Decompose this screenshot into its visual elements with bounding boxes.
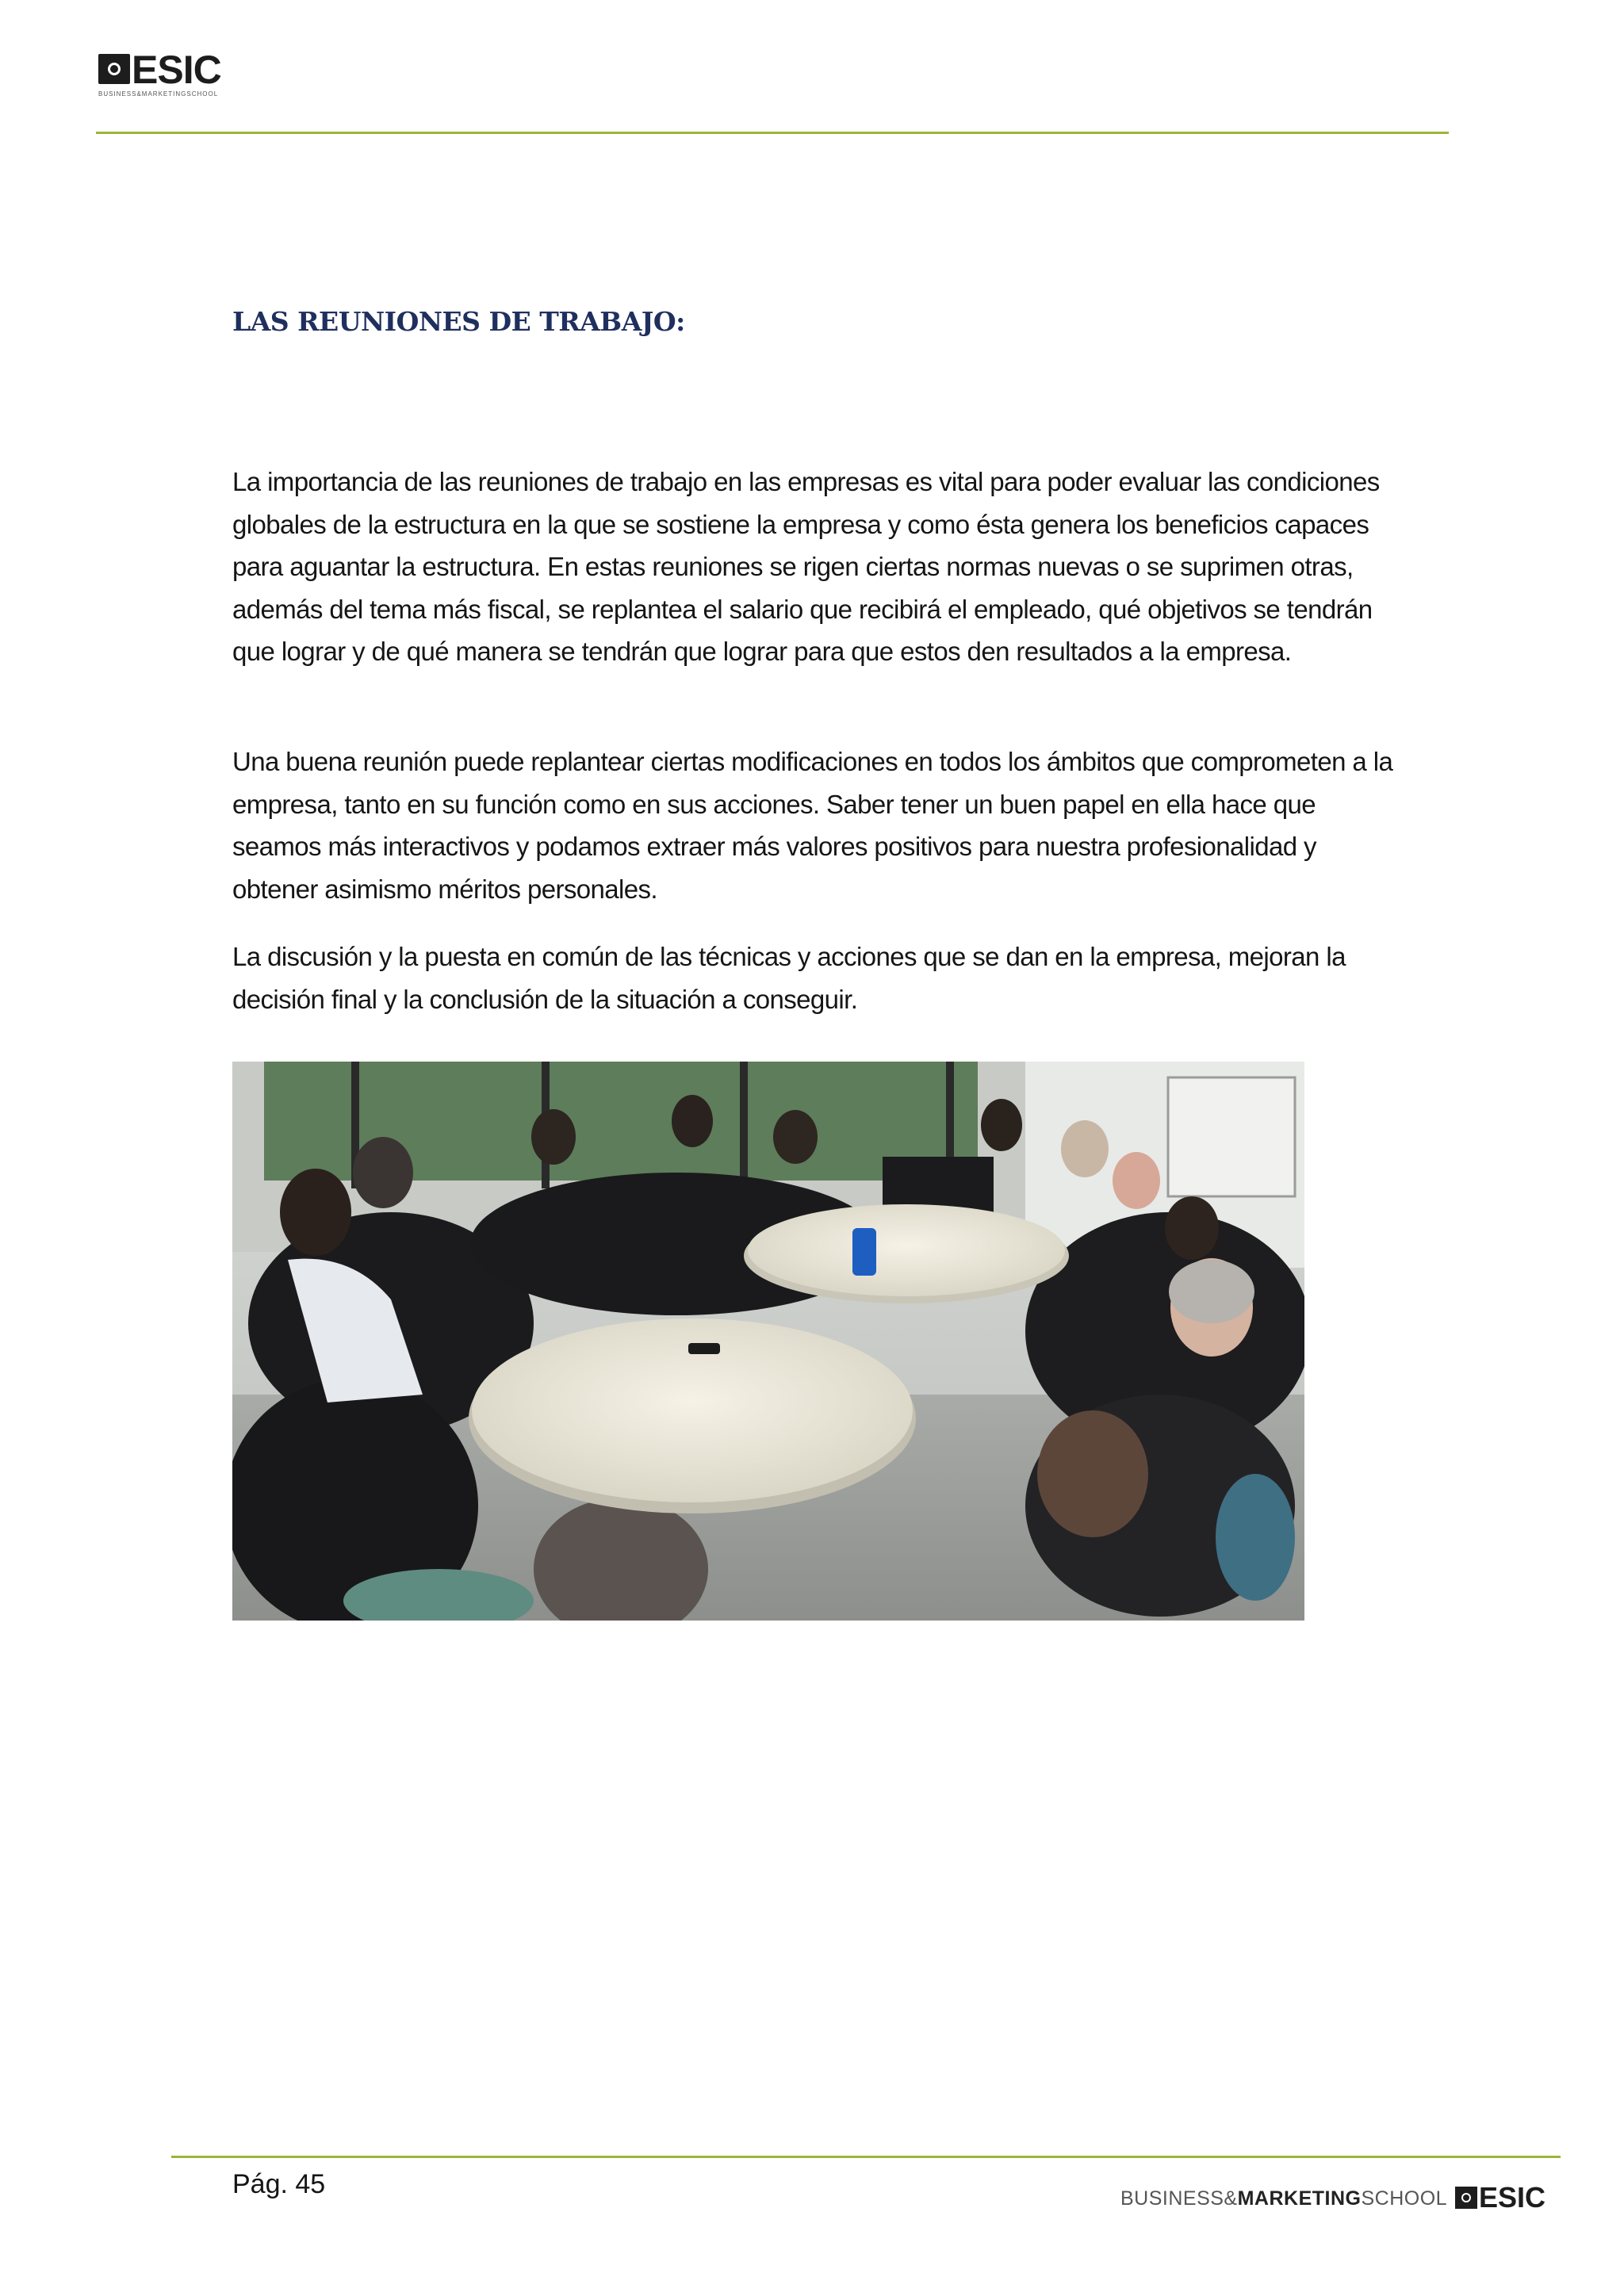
logo-tagline: BUSINESS&MARKETINGSCHOOL	[98, 90, 219, 98]
footer-brand-text	[1120, 2183, 1447, 2214]
page-number: Pág. 45	[232, 2169, 326, 2199]
footer-logo-text: ESIC	[1479, 2181, 1546, 2214]
logo-text: ESIC	[132, 48, 221, 92]
footer-divider	[171, 2156, 1561, 2158]
header-divider	[96, 132, 1449, 134]
esic-emblem-icon	[98, 54, 130, 84]
footer-esic-logo	[1455, 2182, 1558, 2214]
paragraph-1: La importancia de las reuniones de trabajo en las empresas es vital para poder evaluar las condiciones globales de la estructura en la que se sostiene la empresa y como ésta genera los beneficios capaces para aguantar la estructura. En estas reuniones se rigen ciertas normas nuevas o se suprimen otras, además del tema más fiscal, se replantea el salario que recibirá el empleado, qué objetivos se tendrán que lograr y de qué manera se tendrán que lograr para que estos den resultados a la empresa.	[232, 467, 1380, 666]
brand-school: SCHOOL	[1361, 2187, 1448, 2210]
brand-business: BUSINESS&	[1120, 2187, 1238, 2210]
meeting-photo	[232, 1062, 1304, 1621]
esic-logo	[98, 49, 257, 101]
section-title: LAS REUNIONES DE TRABAJO:	[232, 306, 685, 337]
paragraph-2: Una buena reunión puede replantear ciertas modificaciones en todos los ámbitos que comprometen a la empresa, tanto en su función como en sus acciones. Saber tener un buen papel en ella hace que seamos más interactivos y podamos extraer más valores positivos para nuestra profesionalidad y obtener asimismo méritos personales.	[232, 747, 1393, 904]
footer-esic-emblem-icon	[1455, 2187, 1477, 2209]
brand-marketing: MARKETING	[1237, 2187, 1362, 2210]
paragraph-3: La discusión y la puesta en común de las técnicas y acciones que se dan en la empresa, mejoran la decisión final y la conclusión de la situación a conseguir.	[232, 942, 1346, 1014]
